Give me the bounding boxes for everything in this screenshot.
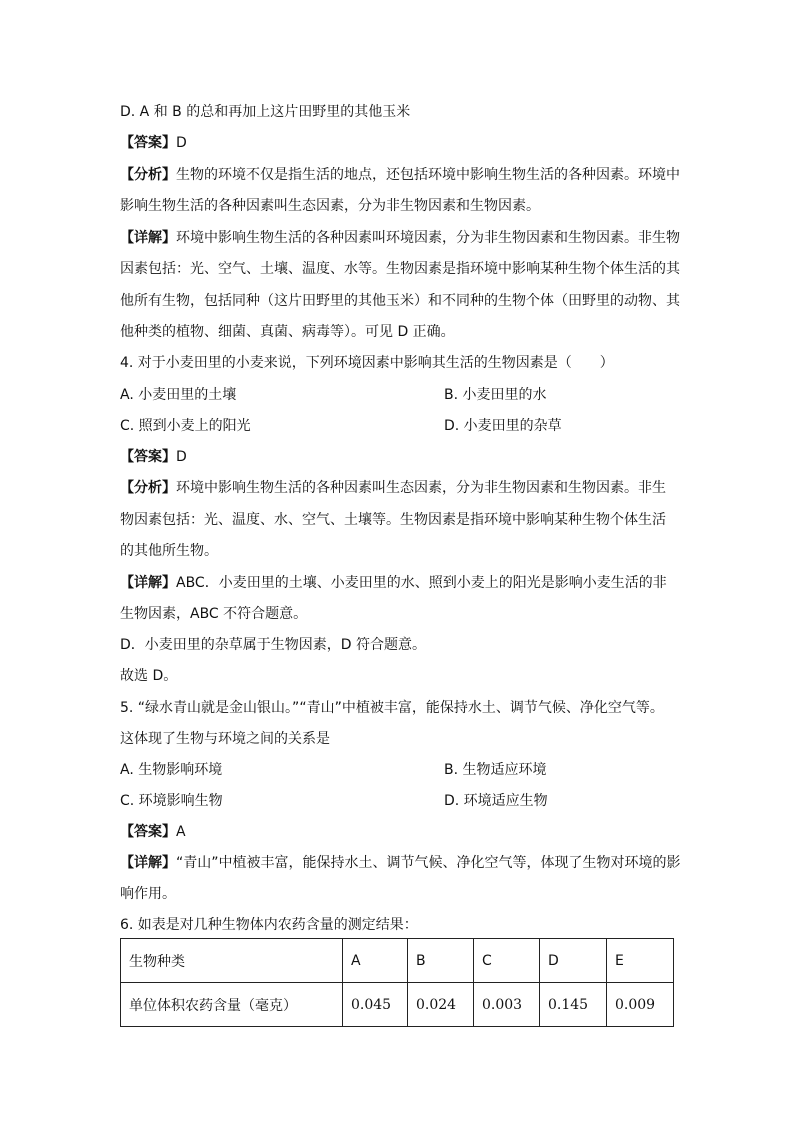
q4-answer bbox=[120, 447, 187, 467]
q4-detail-2: 生物因素，ABC 不符合题意。 bbox=[120, 606, 308, 622]
q4-detail-3: D．小麦田里的杂草属于生物因素，D 符合题意。 bbox=[120, 637, 427, 653]
q5-option-b: B. 生物适应环境 bbox=[444, 762, 547, 778]
question-4: 4. 对于小麦田里的小麦来说，下列环境因素中影响其生活的生物因素是（ ） bbox=[120, 355, 614, 371]
q4-analysis-3: 的其他所生物。 bbox=[120, 543, 218, 559]
q4-analysis-2: 物因素包括：光、温度、水、空气、土壤等。生物因素是指环境中影响某种生物个体生活 bbox=[120, 512, 666, 528]
table-cell: 0.145 bbox=[540, 983, 607, 1027]
option-d-prev: D. A 和 B 的总和再加上这片田野里的其他玉米 bbox=[120, 104, 411, 120]
q5-detail-2: 响作用。 bbox=[120, 886, 176, 902]
analysis-text: 环境中影响生物生活的各种因素叫生态因素，分为非生物因素和生物因素。非生 bbox=[176, 480, 666, 496]
q5-detail-1 bbox=[120, 853, 681, 873]
q4-option-d: D. 小麦田里的杂草 bbox=[444, 418, 562, 434]
detail-text: “青山”中植被丰富，能保持水土、调节气候、净化空气等，体现了生物对环境的影 bbox=[176, 855, 681, 871]
detail-line-2: 因素包括：光、空气、土壤、温度、水等。生物因素是指环境中影响某种生物个体生活的其 bbox=[120, 261, 680, 277]
table-cell: 单位体积农药含量（毫克） bbox=[121, 983, 343, 1027]
analysis-line-1 bbox=[120, 165, 680, 185]
answer-value: D bbox=[176, 449, 187, 465]
table-cell: 生物种类 bbox=[121, 939, 343, 983]
detail-tag: 【详解】 bbox=[120, 575, 176, 591]
detail-tag: 【详解】 bbox=[120, 855, 176, 871]
q4-detail-4: 故选 D。 bbox=[120, 668, 178, 684]
detail-line-4: 他种类的植物、细菌、真菌、病毒等）。可见 D 正确。 bbox=[120, 324, 455, 340]
q5-option-d: D. 环境适应生物 bbox=[444, 793, 548, 809]
analysis-line-2: 影响生物生活的各种因素叫生态因素，分为非生物因素和生物因素。 bbox=[120, 198, 540, 214]
q4-analysis-1 bbox=[120, 478, 666, 498]
q4-option-c: C. 照到小麦上的阳光 bbox=[120, 418, 251, 434]
detail-text: ABC．小麦田里的土壤、小麦田里的水、照到小麦上的阳光是影响小麦生活的非 bbox=[176, 575, 667, 591]
q5-answer bbox=[120, 822, 186, 842]
question-6: 6. 如表是对几种生物体内农药含量的测定结果： bbox=[120, 917, 418, 933]
table-cell: 0.045 bbox=[343, 983, 408, 1027]
answer-value: A bbox=[176, 824, 186, 840]
table-cell: 0.003 bbox=[474, 983, 540, 1027]
detail-text: 环境中影响生物生活的各种因素叫环境因素，分为非生物因素和生物因素。非生物 bbox=[176, 230, 680, 246]
analysis-text: 生物的环境不仅是指生活的地点，还包括环境中影响生物生活的各种因素。环境中 bbox=[176, 167, 680, 183]
q4-detail-1 bbox=[120, 573, 667, 593]
table-cell: E bbox=[607, 939, 674, 983]
answer-line-3 bbox=[120, 133, 187, 153]
table-cell: B bbox=[408, 939, 474, 983]
analysis-tag: 【分析】 bbox=[120, 167, 176, 183]
pesticide-table bbox=[120, 938, 674, 1027]
answer-tag: 【答案】 bbox=[120, 824, 176, 840]
table-cell: 0.024 bbox=[408, 983, 474, 1027]
q5-option-a: A. 生物影响环境 bbox=[120, 762, 223, 778]
answer-tag: 【答案】 bbox=[120, 135, 176, 151]
table-row bbox=[121, 983, 674, 1027]
table-cell: C bbox=[474, 939, 540, 983]
detail-tag: 【详解】 bbox=[120, 230, 176, 246]
question-5-line-2: 这体现了生物与环境之间的关系是 bbox=[120, 731, 330, 747]
question-5-line-1: 5. “绿水青山就是金山银山。”“青山”中植被丰富，能保持水土、调节气候、净化空气等。 bbox=[120, 700, 664, 716]
answer-tag: 【答案】 bbox=[120, 449, 176, 465]
detail-line-1 bbox=[120, 228, 680, 248]
table-header-row bbox=[121, 939, 674, 983]
table-cell: 0.009 bbox=[607, 983, 674, 1027]
analysis-tag: 【分析】 bbox=[120, 480, 176, 496]
detail-line-3: 他所有生物，包括同种（这片田野里的其他玉米）和不同种的生物个体（田野里的动物、其 bbox=[120, 293, 680, 309]
table-cell: A bbox=[343, 939, 408, 983]
q4-option-b: B. 小麦田里的水 bbox=[444, 387, 547, 403]
q4-option-a: A. 小麦田里的土壤 bbox=[120, 387, 237, 403]
table-cell: D bbox=[540, 939, 607, 983]
answer-value: D bbox=[176, 135, 187, 151]
q5-option-c: C. 环境影响生物 bbox=[120, 793, 223, 809]
